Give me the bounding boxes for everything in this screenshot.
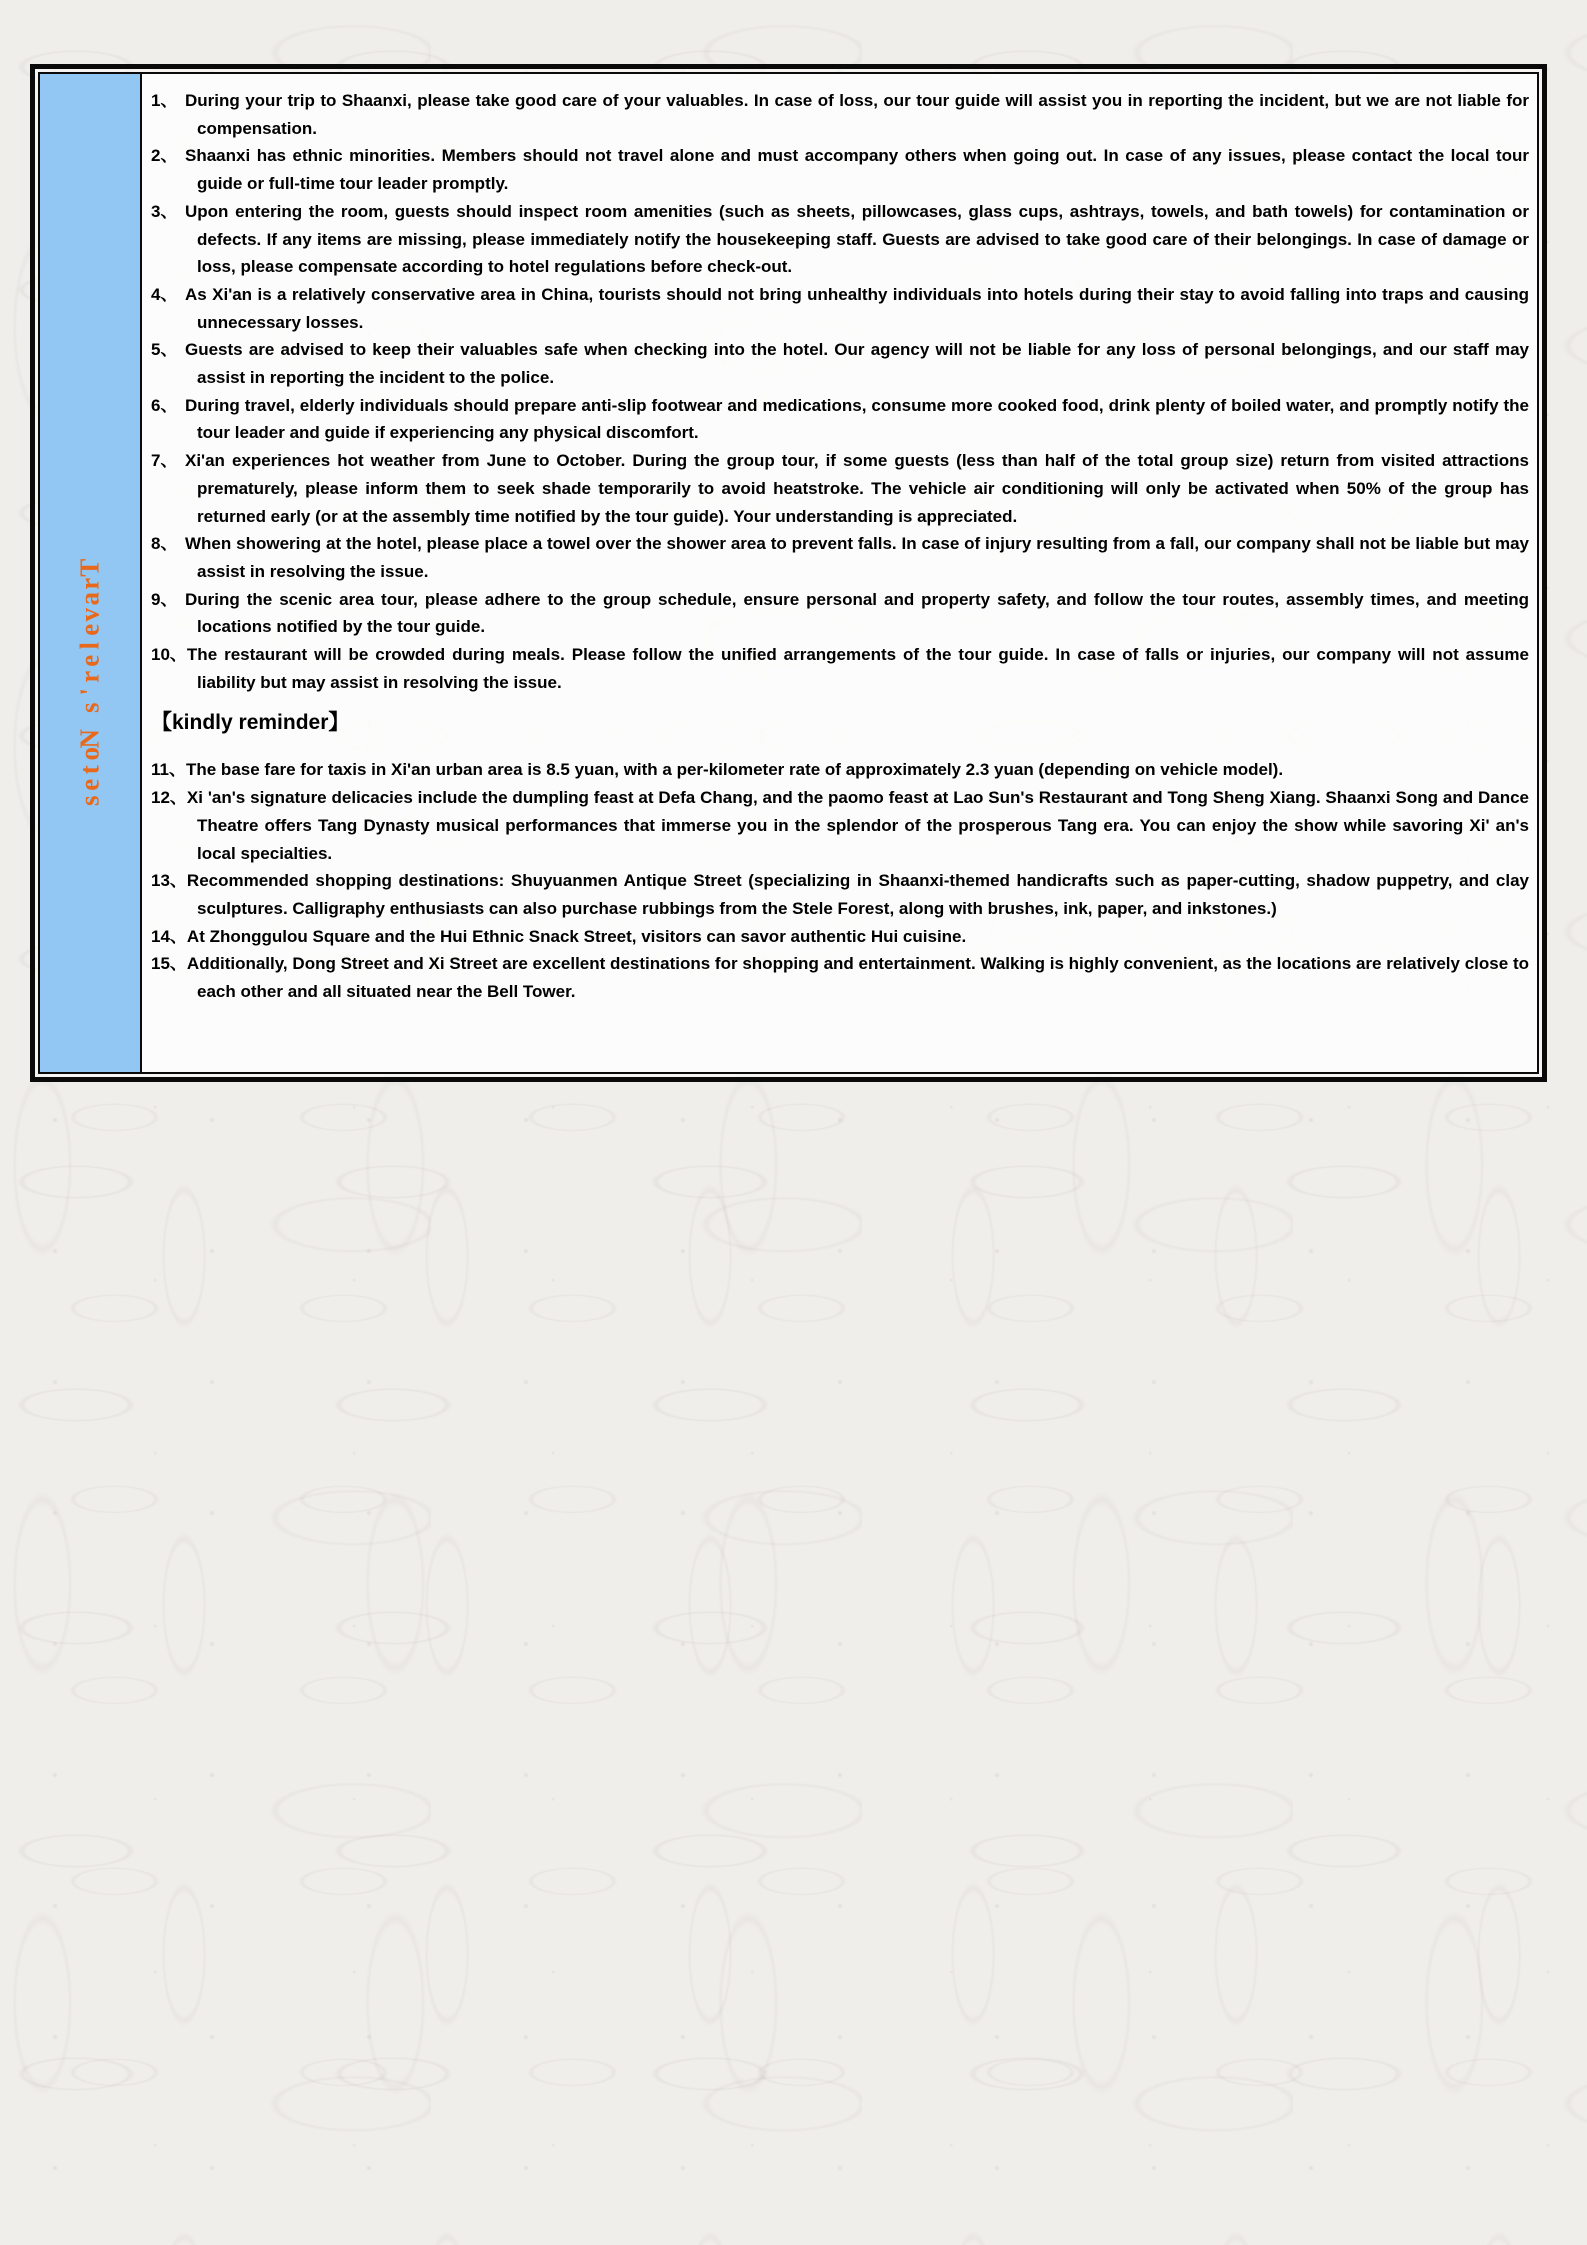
vertical-label-char: a xyxy=(74,592,105,606)
note-text: Xi 'an's signature delicacies include the dumpling feast at Defa Chang, and the paomo feast at Lao Sun's Restaurant and Tong Sheng Xiang. Shaanxi Song and Dance Theatre offers Tang Dynasty musical performances that immerse you in the splendor of the prosperous Tang era. You can enjoy the show while savoring Xi' an's local specialties. xyxy=(186,788,1529,863)
vertical-label-char: r xyxy=(74,670,105,683)
note-number: 14、 xyxy=(151,926,187,946)
vertical-label-char: N xyxy=(74,728,105,748)
note-number: 4、 xyxy=(151,284,178,304)
note-number: 6、 xyxy=(151,395,178,415)
note-number: 9、 xyxy=(151,589,178,609)
vertical-label-char: e xyxy=(74,623,105,636)
note-number: 3、 xyxy=(151,201,178,221)
note-text: Additionally, Dong Street and Xi Street are excellent destinations for shopping and entertainment. Walking is highly convenient, as the locations are relatively close to each other and all situated near the Bell Tower. xyxy=(186,954,1529,1002)
vertical-label-char: e xyxy=(74,778,105,791)
vertical-label-char: r xyxy=(74,577,105,590)
vertical-label-char: ' xyxy=(74,688,105,696)
note-text: During your trip to Shaanxi, please take good care of your valuables. In case of loss, our tour guide will assist you in reporting the incident, but we are not liable for compensation. xyxy=(185,91,1529,138)
note-text: At Zhonggulou Square and the Hui Ethnic Snack Street, visitors can savor authentic Hui cuisine. xyxy=(186,926,967,946)
note-item xyxy=(151,867,1529,922)
note-item xyxy=(151,923,1529,951)
vertical-label-char: s xyxy=(74,795,105,806)
travelers-notes-box xyxy=(30,64,1547,1082)
note-item xyxy=(151,641,1529,696)
notes-list-reminder xyxy=(151,756,1529,1005)
note-number: 7、 xyxy=(151,451,178,471)
note-text: Recommended shopping destinations: Shuyuanmen Antique Street (specializing in Shaanxi-themed handicrafts such as paper-cutting, shadow puppetry, and clay sculptures. Calligraphy enthusiasts can also purchase rubbings from the Stele Forest, along with brushes, ink, paper, and inkstones.) xyxy=(186,871,1529,918)
note-item xyxy=(151,586,1529,641)
note-number: 8、 xyxy=(151,534,178,554)
note-number: 13、 xyxy=(151,871,187,891)
vertical-label-char: s xyxy=(74,702,105,713)
note-text: Xi'an experiences hot weather from June to October. During the group tour, if some guests (less than half of the total group size) return from visited attractions prematurely, please inform them to seek shade temporarily to avoid heatstroke. The vehicle air conditioning will only be activated when 50% of the group has returned early (or at the assembly time notified by the tour guide). Your understanding is appreciated. xyxy=(185,451,1529,526)
note-text: The restaurant will be crowded during meals. Please follow the unified arrangements of the tour guide. In case of falls or injuries, our company will not assume liability but may assist in resolving the issue. xyxy=(186,645,1529,692)
note-item xyxy=(151,756,1529,784)
note-item xyxy=(151,142,1529,197)
note-text: The base fare for taxis in Xi'an urban area is 8.5 yuan, with a per-kilometer rate of approximately 2.3 yuan (depending on vehicle model). xyxy=(185,760,1284,780)
note-number: 12、 xyxy=(151,788,187,808)
note-item xyxy=(151,784,1529,867)
note-item xyxy=(151,530,1529,585)
note-text: Shaanxi has ethnic minorities. Members should not travel alone and must accompany others when going out. In case of any issues, please contact the local tour guide or full-time tour leader promptly. xyxy=(185,146,1529,194)
note-item xyxy=(151,198,1529,281)
travelers-notes-sidebar xyxy=(40,74,142,1072)
vertical-label-char: o xyxy=(74,747,105,761)
note-text: During the scenic area tour, please adhere to the group schedule, ensure personal and property safety, and follow the tour routes, assembly times, and meeting locations notified by the tour guide. xyxy=(185,589,1529,637)
vertical-label-char: l xyxy=(74,641,105,650)
note-text: Guests are advised to keep their valuables safe when checking into the hotel. Our agency will not be liable for any loss of personal belongings, and our staff may assist in reporting the incident to the police. xyxy=(185,340,1529,388)
note-item xyxy=(151,87,1529,142)
note-number: 10、 xyxy=(151,645,187,665)
note-number: 2、 xyxy=(151,146,178,166)
travelers-notes-inner-frame xyxy=(38,72,1539,1074)
vertical-label-char: v xyxy=(74,607,105,621)
notes-list-general xyxy=(151,87,1529,696)
note-number: 1、 xyxy=(151,91,178,110)
note-number: 11、 xyxy=(151,760,186,780)
vertical-label-char: e xyxy=(74,654,105,667)
vertical-label-char: t xyxy=(74,764,105,774)
note-text: When showering at the hotel, please place a towel over the shower area to prevent falls. In case of injury resulting from a fall, our company shall not be liable but may assist in resolving the issue. xyxy=(185,534,1529,581)
note-item xyxy=(151,950,1529,1005)
note-text: As Xi'an is a relatively conservative area in China, tourists should not bring unhealthy individuals into hotels during their stay to avoid falling into traps and causing unnecessary losses. xyxy=(185,284,1529,332)
note-item xyxy=(151,281,1529,336)
note-item xyxy=(151,447,1529,530)
vertical-label-char: T xyxy=(74,558,105,577)
note-text: Upon entering the room, guests should inspect room amenities (such as sheets, pillowcases, glass cups, ashtrays, towels, and bath towels) for contamination or defects. If any items are missing, please immediately notify the housekeeping staff. Guests are advised to take good care of their belongings. In case of damage or loss, please compensate according to hotel regulations before check-out. xyxy=(185,201,1529,277)
note-number: 5、 xyxy=(151,340,178,360)
note-item xyxy=(151,336,1529,391)
kindly-reminder-heading: 【kindly reminder】 xyxy=(151,711,350,735)
sidebar-vertical-label xyxy=(40,560,140,808)
note-text: During travel, elderly individuals should prepare anti-slip footwear and medications, consume more cooked food, drink plenty of boiled water, and promptly notify the tour leader and guide if experiencing any physical discomfort. xyxy=(185,395,1529,443)
note-number: 15、 xyxy=(151,954,187,974)
note-item xyxy=(151,392,1529,447)
notes-content xyxy=(142,74,1537,1072)
